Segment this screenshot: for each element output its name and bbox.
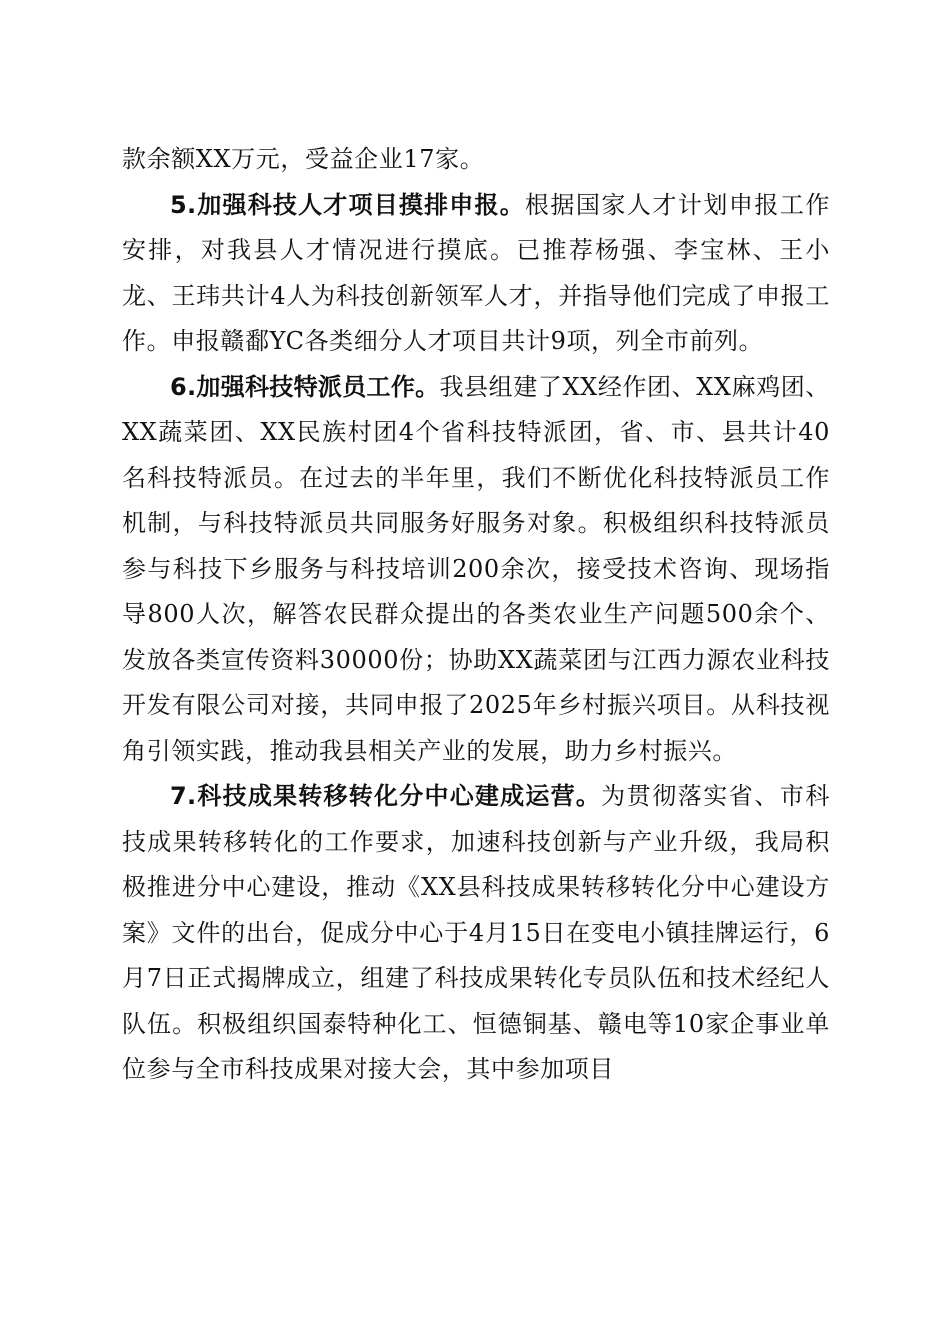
paragraph-text: 款余额XX万元，受益企业17家。 [122, 145, 485, 173]
document-body [122, 137, 830, 1093]
paragraph-text: 为贯彻落实省、市科技成果转移转化的工作要求，加速科技创新与产业升级，我局积极推进分中心建设，推动《XX县科技成果转移转化分中心建设方案》文件的出台，促成分中心于4月15日在变电小镇挂牌运行，6月7日正式揭牌成立，组建了科技成果转化专员队伍和技术经纪人队伍。积极组织国泰特种化工、恒德铜基、赣电等10家企事业单位参与全市科技成果对接大会，其中参加项目 [122, 782, 831, 1083]
paragraph-talent-projects [122, 183, 830, 365]
paragraph-tech-transfer-center [122, 774, 830, 1093]
paragraph-text: 我县组建了XX经作团、XX麻鸡团、XX蔬菜团、XX民族村团4个省科技特派团，省、市、县共计40名科技特派员。在过去的半年里，我们不断优化科技特派员工作机制，与科技特派员共同服务好服务对象。积极组织科技特派员参与科技下乡服务与科技培训200余次，接受技术咨询、现场指导800人次，解答农民群众提出的各类农业生产问题500余个、发放各类宣传资料30000份；协助XX蔬菜团与江西力源农业科技开发有限公司对接，共同申报了2025年乡村振兴项目。从科技视角引领实践，推动我县相关产业的发展，助力乡村振兴。 [122, 372, 830, 765]
paragraph-heading: 5.加强科技人才项目摸排申报。 [170, 190, 525, 219]
paragraph-text: 根据国家人才计划申报工作安排，对我县人才情况进行摸底。已推荐杨强、李宝林、王小龙、王玮共计4人为科技创新领军人才，并指导他们完成了申报工作。申报赣鄱YC各类细分人才项目共计9项，列全市前列。 [122, 190, 830, 355]
paragraph-heading: 6.加强科技特派员工作。 [170, 372, 440, 401]
paragraph-special-envoys [122, 365, 830, 775]
paragraph-heading: 7.科技成果转移转化分中心建成运营。 [170, 782, 602, 810]
paragraph-continuation [122, 137, 830, 183]
